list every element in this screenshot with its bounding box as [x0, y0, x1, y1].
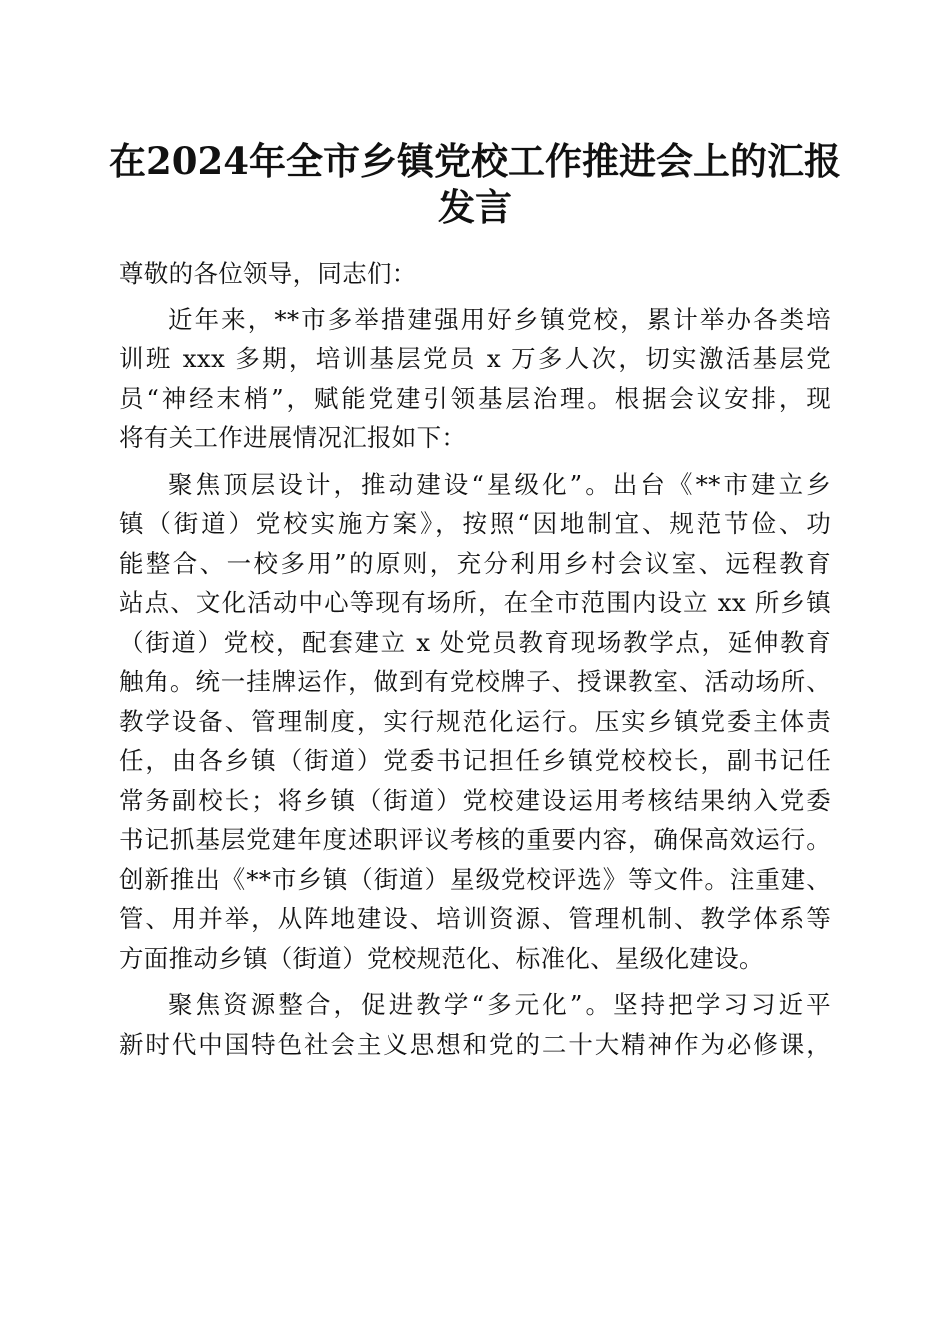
paragraph-line: 训班 xxx 多期，培训基层党员 x 万多人次，切实激活基层党	[119, 344, 831, 373]
paragraph-top-level-design	[119, 465, 831, 979]
paragraph-line: 管、用并举，从阵地建设、培训资源、管理机制、教学体系等	[119, 904, 831, 933]
paragraph-line: 任，由各乡镇（街道）党委书记担任乡镇党校校长，副书记任	[119, 746, 831, 775]
paragraph-line: 聚焦顶层设计，推动建设“星级化”。出台《**市建立乡	[168, 469, 831, 499]
paragraph-line: 书记抓基层党建年度述职评议考核的重要内容，确保高效运行。	[119, 825, 831, 854]
paragraph-line: 方面推动乡镇（街道）党校规范化、标准化、星级化建设。	[119, 943, 764, 973]
paragraph-line: 聚焦资源整合，促进教学“多元化”。坚持把学习习近平	[168, 990, 831, 1019]
document-body	[119, 254, 831, 1064]
salutation: 尊敬的各位领导，同志们：	[119, 259, 417, 288]
paragraph-line: 能整合、一校多用”的原则，充分利用乡村会议室、远程教育	[119, 548, 831, 578]
paragraph-intro	[119, 300, 831, 458]
paragraph-line: 创新推出《**市乡镇（街道）星级党校评选》等文件。注重建、	[119, 864, 831, 894]
title-line-2: 发言	[438, 185, 512, 229]
paragraph-line: 常务副校长；将乡镇（街道）党校建设运用考核结果纳入党委	[119, 785, 831, 815]
title-line-1: 在2024年全市乡镇党校工作推进会上的汇报	[109, 139, 841, 183]
paragraph-resource-integration	[119, 985, 831, 1064]
paragraph-line: 将有关工作进展情况汇报如下：	[119, 423, 467, 452]
paragraph-line: （街道）党校，配套建立 x 处党员教育现场教学点，延伸教育	[119, 627, 831, 657]
paragraph-line: 触角。统一挂牌运作，做到有党校牌子、授课教室、活动场所、	[119, 667, 831, 696]
paragraph-line: 近年来，**市多举措建强用好乡镇党校，累计举办各类培	[168, 304, 831, 334]
document-title	[100, 138, 850, 230]
paragraph-line: 站点、文化活动中心等现有场所，在全市范围内设立 xx 所乡镇	[119, 588, 831, 617]
paragraph-line: 镇（街道）党校实施方案》，按照“因地制宜、规范节俭、功	[119, 509, 831, 538]
paragraph-line: 新时代中国特色社会主义思想和党的二十大精神作为必修课，	[119, 1029, 831, 1059]
paragraph-line: 教学设备、管理制度，实行规范化运行。压实乡镇党委主体责	[119, 706, 831, 736]
paragraph-line: 员“神经末梢”，赋能党建引领基层治理。根据会议安排，现	[119, 383, 831, 413]
